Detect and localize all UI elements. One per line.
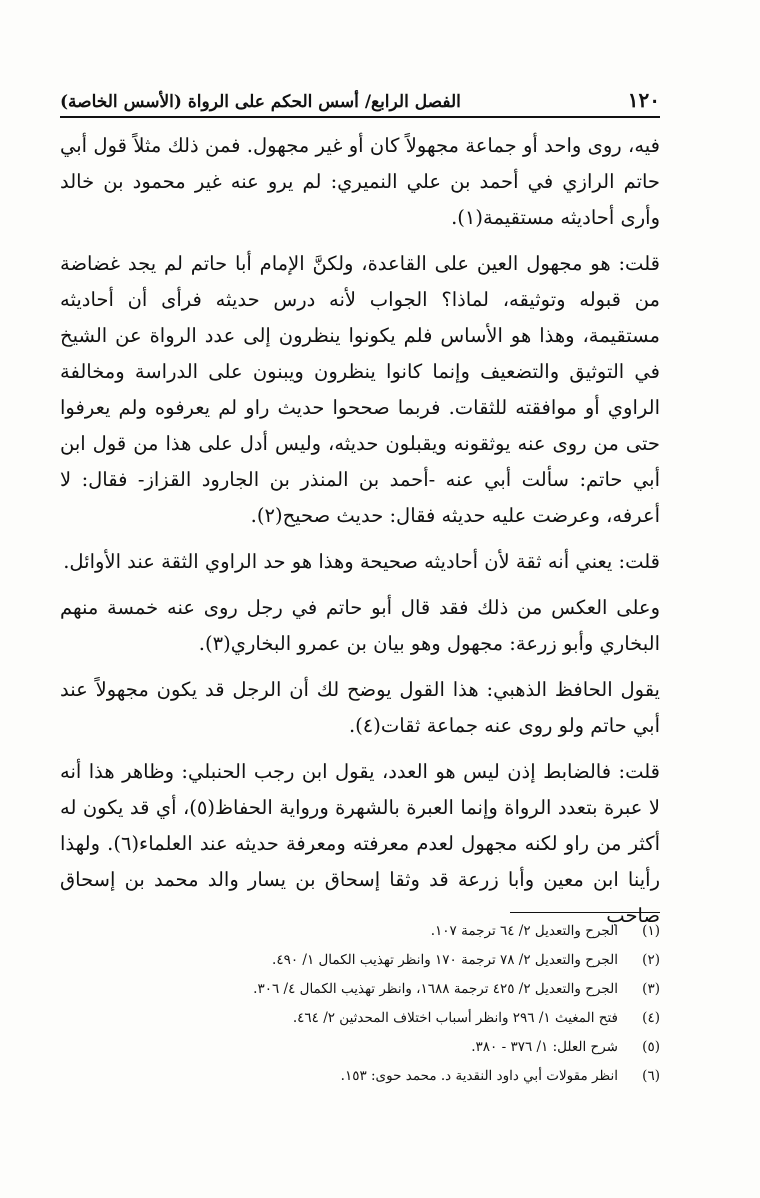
book-page: [60, 88, 660, 944]
paragraph: قلت: يعني أنه ثقة لأن أحاديثه صحيحة وهذا هو حد الراوي الثقة عند الأوائل.: [63, 550, 660, 573]
footnote-text: الجرح والتعديل ٢/ ٧٨ ترجمة ١٧٠ وانظر تهذيب الكمال ١/ ٤٩٠.: [272, 952, 618, 968]
footnote-number: (٤): [642, 1010, 660, 1026]
footnote-text: الجرح والتعديل ٢/ ٦٤ ترجمة ١٠٧.: [430, 923, 618, 939]
footnote-text: فتح المغيث ١/ ٢٩٦ وانظر أسباب اختلاف المحدثين ٢/ ٤٦٤.: [292, 1010, 618, 1026]
paragraph: وعلى العكس من ذلك فقد قال أبو حاتم في رجل روى عنه خمسة منهم البخاري وأبو زرعة: مجهول وهو بيان بن عمرو البخاري(٣).: [60, 596, 660, 655]
footnote-text: انظر مقولات أبي داود النقدية د. محمد حوى: ١٥٣.: [340, 1068, 618, 1084]
running-header: [60, 88, 660, 118]
footnote-number: (٦): [642, 1068, 660, 1084]
footnote-number: (٣): [642, 981, 660, 997]
page-number: ١٢٠: [627, 88, 660, 112]
footnotes: [60, 912, 660, 1091]
footnote: [60, 1062, 660, 1091]
chapter-title: الفصل الرابع/ أسس الحكم على الرواة (الأسس الخاصة): [60, 92, 461, 112]
paragraph: قلت: هو مجهول العين على القاعدة، ولكنَّ الإمام أبا حاتم لم يجد غضاضة من قبوله وتوثيقه، لماذا؟ الجواب لأنه درس حديثه فرأى أن أحاديثه مستقيمة، وهذا هو الأساس فلم يكونوا ينظرون إلى عدد الرواة عن الشيخ في التوثيق والتضعيف وإنما كانوا ينظرون ويبنون على الدراسة ومخالفة الراوي أو موافقته للثقات. فربما صححوا حديث راو لم يعرفوه ولم يعرفوا حتى من روى عنه يوثقونه ويقبلون حديثه، وليس أدل على هذا من قول ابن أبي حاتم: سألت أبي عنه -أحمد بن المنذر بن الجارود القزاز- فقال: لا أعرفه، وعرضت عليه حديثه فقال: حديث صحيح(٢).: [60, 252, 660, 527]
footnote: [60, 917, 660, 946]
paragraph: يقول الحافظ الذهبي: هذا القول يوضح لك أن الرجل قد يكون مجهولاً عند أبي حاتم ولو روى عنه جماعة ثقات(٤).: [60, 678, 660, 737]
footnote-number: (١): [642, 923, 660, 939]
paragraph: قلت: فالضابط إذن ليس هو العدد، يقول ابن رجب الحنبلي: وظاهر هذا أنه لا عبرة بتعدد الرواة وإنما العبرة بالشهرة ورواية الحفاظ(٥)، أي قد يكون له أكثر من راو لكنه مجهول لعدم معرفته ومعرفة حديثه عند العلماء(٦). ولهذا رأينا ابن معين وأبا زرعة قد وثقا إسحاق بن يسار والد محمد بن إسحاق صاحب: [60, 760, 660, 927]
footnote-number: (٥): [642, 1039, 660, 1055]
footnote: [60, 946, 660, 975]
footnote: [60, 1033, 660, 1062]
paragraph: فيه، روى واحد أو جماعة مجهولاً كان أو غير مجهول. فمن ذلك مثلاً قول أبي حاتم الرازي في أحمد بن علي النميري: لم يرو عنه غير محمود بن خالد وأرى أحاديثه مستقيمة(١).: [60, 134, 660, 229]
footnote-divider: [510, 912, 660, 913]
footnote: [60, 975, 660, 1004]
main-text: [60, 128, 660, 934]
footnote: [60, 1004, 660, 1033]
footnote-text: الجرح والتعديل ٢/ ٤٢٥ ترجمة ١٦٨٨، وانظر تهذيب الكمال ٤/ ٣٠٦.: [253, 981, 618, 997]
footnote-number: (٢): [642, 952, 660, 968]
footnote-text: شرح العلل: ١/ ٣٧٦ - ٣٨٠.: [471, 1039, 618, 1055]
